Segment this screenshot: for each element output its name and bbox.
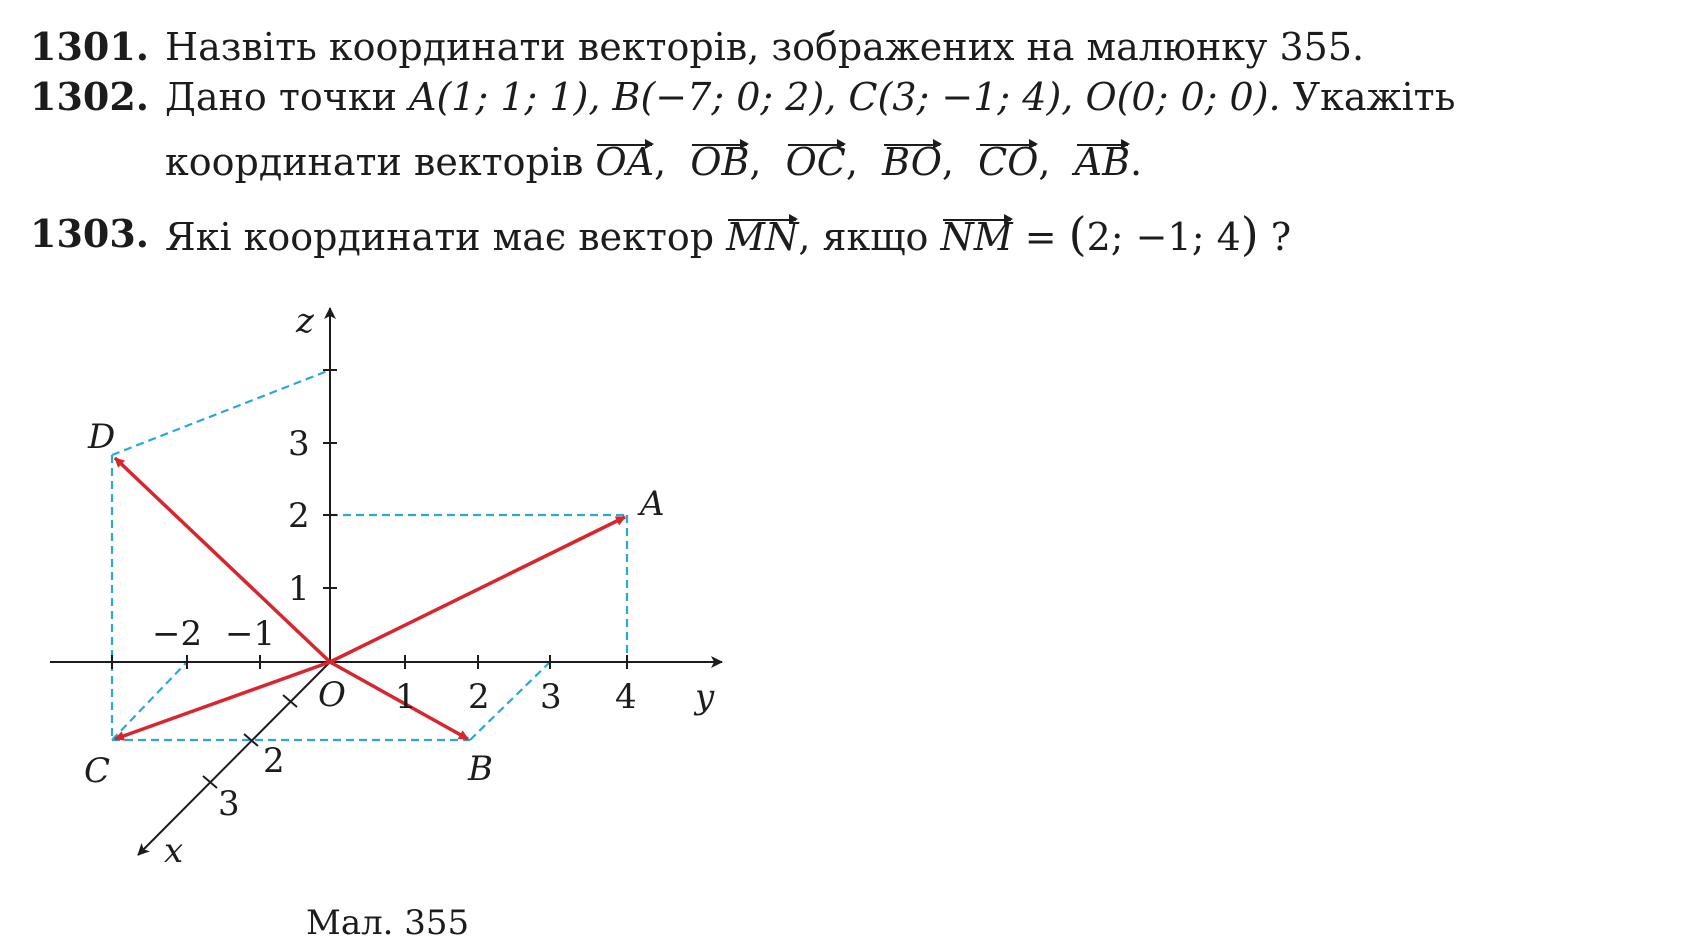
problem-text (165, 207, 1292, 261)
paren-open: ( (1068, 207, 1087, 261)
problem-number: 1301. (30, 24, 149, 69)
problem-text: координати векторів OA, OB, OC, BO, CO, AB. (165, 140, 1143, 184)
point-label-a: A (640, 484, 665, 524)
z-tick-label: 2 (288, 496, 310, 536)
point-label-c: C (84, 751, 111, 791)
origin-label: O (318, 675, 346, 715)
vector-oa (330, 517, 625, 662)
x-axis-label: x (164, 831, 184, 871)
point-label-d: D (88, 417, 116, 457)
y-tick-label: 4 (615, 677, 637, 717)
y-axis-label: y (695, 677, 715, 717)
points-list: A(1; 1; 1), B(−7; 0; 2), C(3; −1; 4), O(0; 0; 0). (409, 75, 1281, 119)
z-tick-label: 3 (288, 424, 310, 464)
equals-sign: = (1012, 215, 1069, 259)
x-tick-label: 3 (218, 784, 240, 824)
vector-label: AB (1074, 140, 1131, 184)
problem-number: 1303. (30, 211, 149, 256)
problem-text: Назвіть координати векторів, зображених на малюнку 355. (165, 25, 1365, 69)
y-tick-label: 1 (395, 677, 417, 717)
z-axis-label: z (296, 301, 314, 341)
figure-caption: Мал. 355 (306, 903, 470, 943)
vector-label: OB (690, 140, 750, 184)
point-label-b: B (468, 749, 493, 789)
text-segment: координати векторів (165, 140, 596, 184)
x-axis (138, 662, 330, 855)
text-segment: Які координати має вектор (165, 215, 727, 259)
figure-355 (0, 290, 760, 950)
text-segment: Дано точки (165, 75, 410, 119)
vector-label: CO (978, 140, 1039, 184)
y-tick-label: 3 (540, 677, 562, 717)
vector-label: OA (595, 140, 655, 184)
text-segment: Укажіть (1280, 75, 1456, 119)
vector-label: OC (785, 140, 846, 184)
text-segment: , якщо (798, 215, 941, 259)
problem-number: 1302. (30, 74, 149, 119)
vector-coords: 2; −1; 4 (1086, 215, 1241, 259)
problem-text (165, 75, 1455, 119)
vector-od (115, 458, 330, 662)
y-tick-label: 2 (468, 677, 490, 717)
x-tick-label: 2 (263, 741, 285, 781)
vector-label: MN (726, 215, 799, 259)
y-tick-label: −1 (225, 614, 276, 654)
paren-close: ) (1240, 207, 1259, 261)
y-tick-label: −2 (152, 614, 203, 654)
z-tick-label: 1 (288, 569, 310, 609)
vector-oc (115, 662, 330, 739)
vector-label: NM (940, 215, 1013, 259)
vector-label: BO (882, 140, 942, 184)
text-segment: ? (1258, 215, 1292, 259)
axes (50, 308, 722, 855)
